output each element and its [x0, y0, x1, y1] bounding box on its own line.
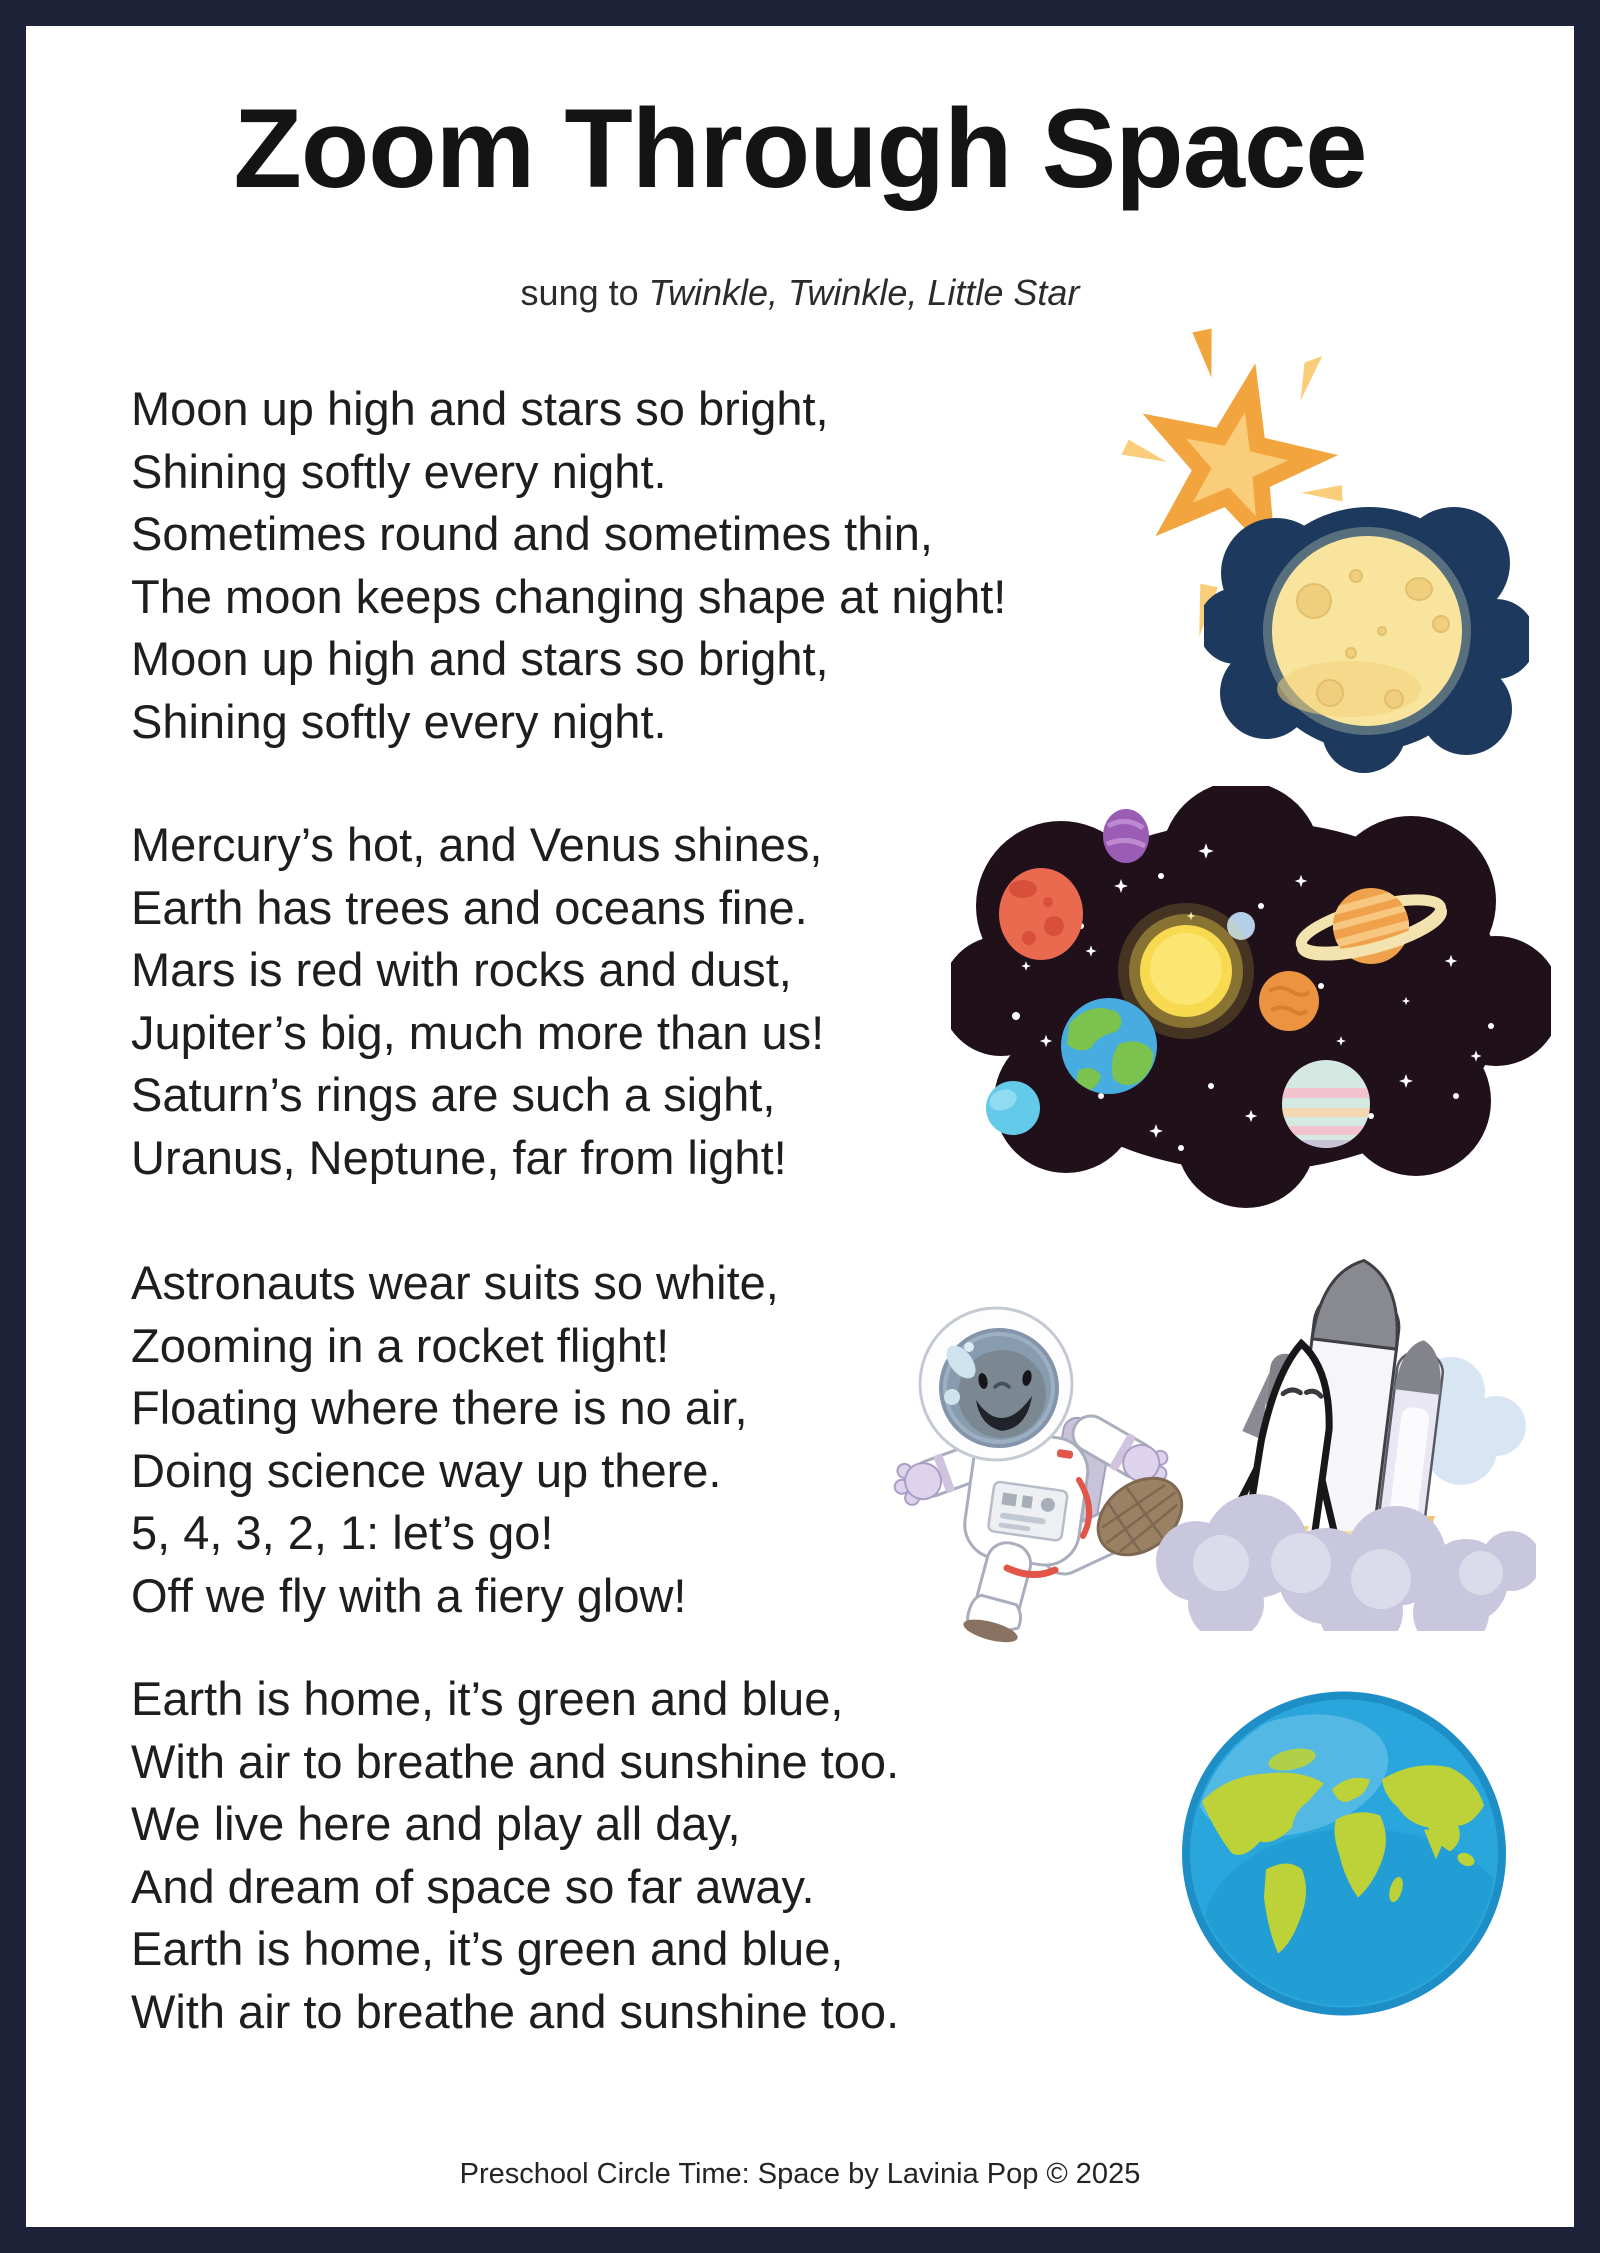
rocket-illustration	[1151, 1231, 1536, 1631]
cyan-planet	[986, 1081, 1040, 1135]
lyric-line: And dream of space so far away.	[131, 1859, 815, 1913]
lyric-line: Off we fly with a fiery glow!	[131, 1568, 687, 1622]
lyric-line: 5, 4, 3, 2, 1: let’s go!	[131, 1506, 554, 1559]
orange-planet	[1259, 971, 1319, 1031]
space-blob	[951, 786, 1551, 1208]
lyric-line: The moon keeps changing shape at night!	[131, 569, 1007, 623]
lyric-line: Jupiter’s big, much more than us!	[131, 1005, 825, 1059]
verse-4	[131, 1668, 899, 2043]
subtitle-tune-name: Twinkle, Twinkle, Little Star	[648, 272, 1080, 313]
lyric-line: We live here and play all day,	[131, 1797, 741, 1850]
verse-2	[131, 814, 824, 1189]
page-title: Zoom Through Space	[233, 86, 1367, 211]
lyric-line: Saturn’s rings are such a sight,	[131, 1068, 776, 1121]
verse-3	[131, 1252, 779, 1627]
lyric-line: With air to breathe and sunshine too.	[131, 1734, 900, 1788]
lyric-line: Shining softly every night.	[131, 444, 667, 498]
mars-planet	[999, 868, 1083, 960]
lyric-line: Shining softly every night.	[131, 694, 667, 748]
chest-panel	[988, 1481, 1068, 1541]
lyric-line: Uranus, Neptune, far from light!	[131, 1130, 787, 1184]
lyric-line: Floating where there is no air,	[131, 1381, 748, 1434]
subtitle	[26, 272, 1574, 314]
lyric-line: Earth is home, it’s green and blue,	[131, 1672, 844, 1725]
earth-small	[1061, 998, 1157, 1094]
nose-cone	[1312, 1255, 1407, 1349]
verse-1	[131, 378, 1006, 753]
solar-system-illustration	[951, 786, 1551, 1211]
lyric-line: Earth is home, it’s green and blue,	[131, 1922, 844, 1975]
lyric-line: Astronauts wear suits so white,	[131, 1256, 779, 1309]
lyric-line: Earth has trees and oceans fine.	[131, 880, 808, 934]
footer-credit: Preschool Circle Time: Space by Lavinia Pop © 2025	[459, 2158, 1141, 2190]
purple-planet	[1103, 809, 1149, 863]
lyric-line: Moon up high and stars so bright,	[131, 382, 829, 435]
lyric-line: Mars is red with rocks and dust,	[131, 943, 792, 996]
moon-night-sky-icon	[1204, 481, 1529, 776]
earth-globe-illustration	[1174, 1681, 1514, 2026]
lyric-line: Mercury’s hot, and Venus shines,	[131, 818, 823, 871]
lyric-line: Sometimes round and sometimes thin,	[131, 507, 933, 560]
lyric-line: Zooming in a rocket flight!	[131, 1318, 670, 1372]
lyric-line: Doing science way up there.	[131, 1443, 722, 1497]
left-leg	[961, 1537, 1041, 1647]
lyric-line: Moon up high and stars so bright,	[131, 632, 829, 685]
subtitle-prefix: sung to	[520, 272, 649, 313]
lyric-line: With air to breathe and sunshine too.	[131, 1984, 900, 2038]
astronaut-illustration	[881, 1284, 1196, 1649]
